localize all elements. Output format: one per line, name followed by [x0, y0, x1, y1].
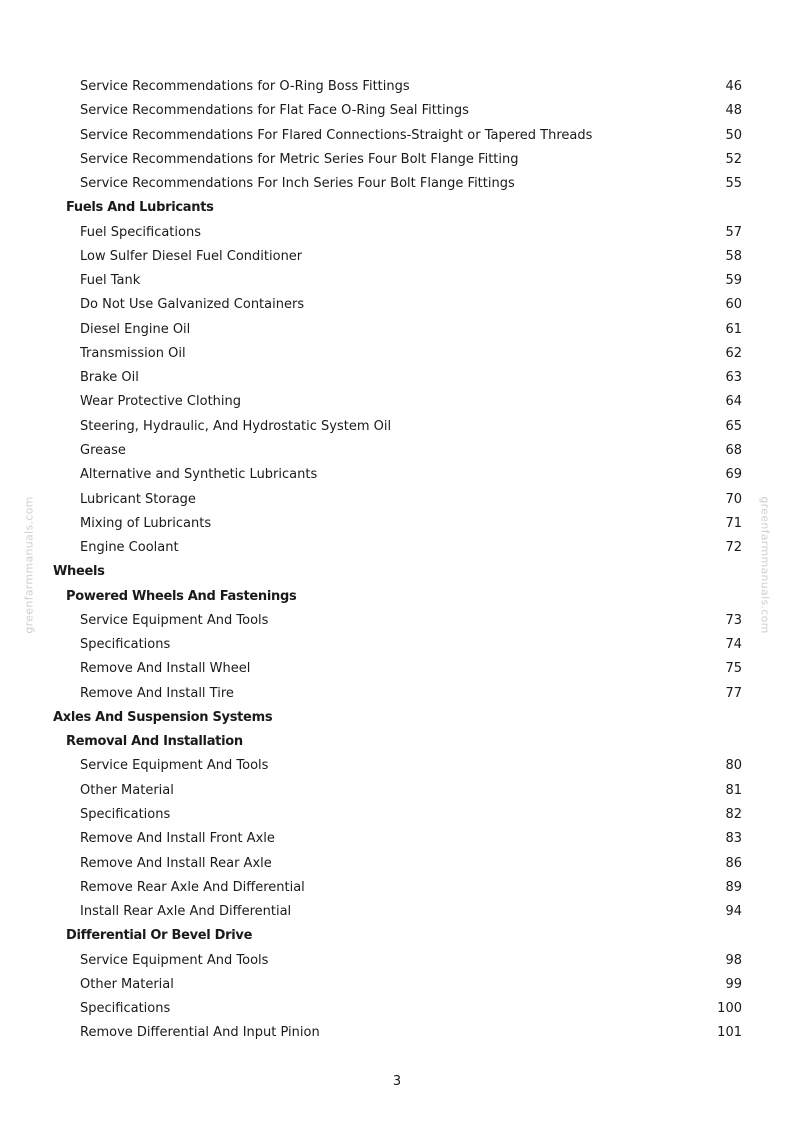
- toc-entry-title: Remove And Install Tire: [80, 685, 234, 701]
- toc-entry[interactable]: [0, 973, 794, 997]
- toc-entry[interactable]: [0, 366, 794, 390]
- toc-entry-page: 60: [725, 297, 742, 313]
- toc-entry[interactable]: [0, 754, 794, 778]
- toc-entry-page: 83: [725, 831, 742, 847]
- toc-entry[interactable]: [0, 949, 794, 973]
- toc-entry[interactable]: [0, 609, 794, 633]
- toc-entry-title: Engine Coolant: [80, 540, 179, 556]
- toc-entry-title: Service Recommendations For Inch Series Four Bolt Flange Fittings: [80, 176, 515, 192]
- toc-entry-title: Other Material: [80, 976, 174, 992]
- toc-entry[interactable]: [0, 827, 794, 851]
- toc-entry[interactable]: [0, 876, 794, 900]
- toc-entry[interactable]: [0, 245, 794, 269]
- toc-entry-title: Low Sulfer Diesel Fuel Conditioner: [80, 248, 303, 264]
- toc-entry-page: 100: [717, 1001, 742, 1017]
- toc-entry-page: 50: [725, 127, 742, 143]
- watermark-left: greenfarmmanuals.com: [22, 496, 36, 634]
- toc-entry-page: 58: [725, 248, 742, 264]
- toc-entry-page: 82: [725, 806, 742, 822]
- toc-entry[interactable]: [0, 803, 794, 827]
- toc-entry-title: Service Equipment And Tools: [80, 758, 269, 774]
- toc-entry-page: 94: [725, 904, 742, 920]
- toc-entry[interactable]: [0, 852, 794, 876]
- page-number: 3: [392, 1074, 402, 1089]
- toc-entry-title: Powered Wheels And Fastenings: [66, 588, 297, 604]
- watermark-right: greenfarmmanuals.com: [758, 496, 772, 634]
- toc-entry[interactable]: [0, 488, 794, 512]
- toc-entry-page: 72: [725, 540, 742, 556]
- toc-entry-title: Fuel Specifications: [80, 224, 201, 240]
- toc-entry-title: Specifications: [80, 1001, 171, 1017]
- toc-entry-page: 80: [725, 758, 742, 774]
- toc-entry-page: 46: [725, 79, 742, 94]
- toc-entry-page: 98: [725, 952, 742, 968]
- toc-entry-page: 55: [725, 176, 742, 192]
- toc-entry-title: Remove Rear Axle And Differential: [80, 879, 305, 895]
- toc-entry-title: Service Recommendations for Metric Series Four Bolt Flange Fitting: [80, 151, 519, 167]
- toc-entry-page: 74: [725, 637, 742, 653]
- toc-entry-title: Install Rear Axle And Differential: [80, 904, 292, 920]
- toc-entry-page: 77: [725, 685, 742, 701]
- toc-entry-page: 73: [725, 612, 742, 628]
- toc-entry-title: Other Material: [80, 782, 174, 798]
- toc-entry[interactable]: [0, 463, 794, 487]
- toc-entry-page: 101: [717, 1025, 742, 1041]
- toc-entry-title: Remove And Install Rear Axle: [80, 855, 272, 871]
- toc-entry-title: Remove And Install Wheel: [80, 661, 251, 677]
- toc-entry-title: Specifications: [80, 637, 171, 653]
- toc-entry[interactable]: [0, 99, 794, 123]
- toc-entry[interactable]: [0, 900, 794, 924]
- toc-entry[interactable]: [0, 536, 794, 560]
- toc-subsection-heading[interactable]: [0, 730, 794, 754]
- toc-entry-page: 89: [725, 879, 742, 895]
- toc-subsection-heading[interactable]: [0, 924, 794, 948]
- toc-entry-title: Specifications: [80, 806, 171, 822]
- toc-entry[interactable]: [0, 221, 794, 245]
- toc-entry[interactable]: [0, 293, 794, 317]
- toc-entry-title: Fuel Tank: [80, 273, 141, 289]
- toc-entry-title: Service Equipment And Tools: [80, 952, 269, 968]
- toc-entry-page: 75: [725, 661, 742, 677]
- toc-entry[interactable]: [0, 318, 794, 342]
- toc-subsection-heading[interactable]: [0, 196, 794, 220]
- toc-entry-title: Transmission Oil: [80, 345, 186, 361]
- toc-entry-title: Brake Oil: [80, 370, 139, 386]
- toc-entry-page: 81: [725, 782, 742, 798]
- toc-entry[interactable]: [0, 633, 794, 657]
- toc-entry[interactable]: [0, 172, 794, 196]
- toc-entry[interactable]: [0, 682, 794, 706]
- toc-section-heading[interactable]: [0, 560, 794, 584]
- toc-entry[interactable]: [0, 124, 794, 148]
- toc-entry-title: Remove And Install Front Axle: [80, 831, 275, 847]
- toc-entry-page: 86: [725, 855, 742, 871]
- toc-entry-page: 68: [725, 442, 742, 458]
- toc-entry-title: Axles And Suspension Systems: [53, 709, 273, 725]
- toc-subsection-heading[interactable]: [0, 585, 794, 609]
- toc-entry-title: Wear Protective Clothing: [80, 394, 242, 410]
- toc-entry-title: Do Not Use Galvanized Containers: [80, 297, 305, 313]
- toc-entry-page: 57: [725, 224, 742, 240]
- toc-entry[interactable]: [0, 342, 794, 366]
- toc-entry-page: 70: [725, 491, 742, 507]
- toc-entry-page: 99: [725, 976, 742, 992]
- toc-entry-title: Remove Differential And Input Pinion: [80, 1025, 320, 1041]
- toc-entry-page: 64: [725, 394, 742, 410]
- toc-entry-page: 71: [725, 515, 742, 531]
- toc-entry[interactable]: [0, 415, 794, 439]
- toc-entry-title: Removal And Installation: [66, 734, 243, 750]
- toc-section-heading[interactable]: [0, 706, 794, 730]
- toc-entry-title: Service Recommendations for O-Ring Boss Fittings: [80, 79, 410, 94]
- toc-entry[interactable]: [0, 148, 794, 172]
- toc-entry-title: Alternative and Synthetic Lubricants: [80, 467, 318, 483]
- toc-entry-title: Service Recommendations For Flared Connections-Straight or Tapered Threads: [80, 127, 593, 143]
- toc-entry-page: 48: [725, 103, 742, 119]
- table-of-contents: [0, 75, 794, 1046]
- toc-entry-title: Service Equipment And Tools: [80, 612, 269, 628]
- toc-entry-title: Diesel Engine Oil: [80, 321, 191, 337]
- toc-entry-title: Differential Or Bevel Drive: [66, 928, 253, 944]
- toc-entry-title: Lubricant Storage: [80, 491, 196, 507]
- toc-entry[interactable]: [0, 439, 794, 463]
- toc-entry[interactable]: [0, 657, 794, 681]
- toc-entry[interactable]: [0, 390, 794, 414]
- toc-entry-page: 52: [725, 151, 742, 167]
- toc-entry-page: 63: [725, 370, 742, 386]
- toc-entry-page: 59: [725, 273, 742, 289]
- toc-entry-title: Mixing of Lubricants: [80, 515, 212, 531]
- toc-entry-title: Steering, Hydraulic, And Hydrostatic System Oil: [80, 418, 392, 434]
- toc-entry-page: 65: [725, 418, 742, 434]
- toc-entry[interactable]: [0, 269, 794, 293]
- toc-entry[interactable]: [0, 779, 794, 803]
- toc-entry-page: 61: [725, 321, 742, 337]
- toc-entry[interactable]: [0, 997, 794, 1021]
- toc-entry[interactable]: [0, 512, 794, 536]
- toc-entry-title: Fuels And Lubricants: [66, 200, 214, 216]
- toc-entry-title: Grease: [80, 442, 126, 458]
- toc-entry[interactable]: [0, 1021, 794, 1045]
- toc-entry-page: 69: [725, 467, 742, 483]
- toc-entry-page: 62: [725, 345, 742, 361]
- toc-entry-title: Wheels: [53, 564, 105, 580]
- toc-entry[interactable]: [0, 75, 794, 99]
- toc-entry-title: Service Recommendations for Flat Face O-Ring Seal Fittings: [80, 103, 469, 119]
